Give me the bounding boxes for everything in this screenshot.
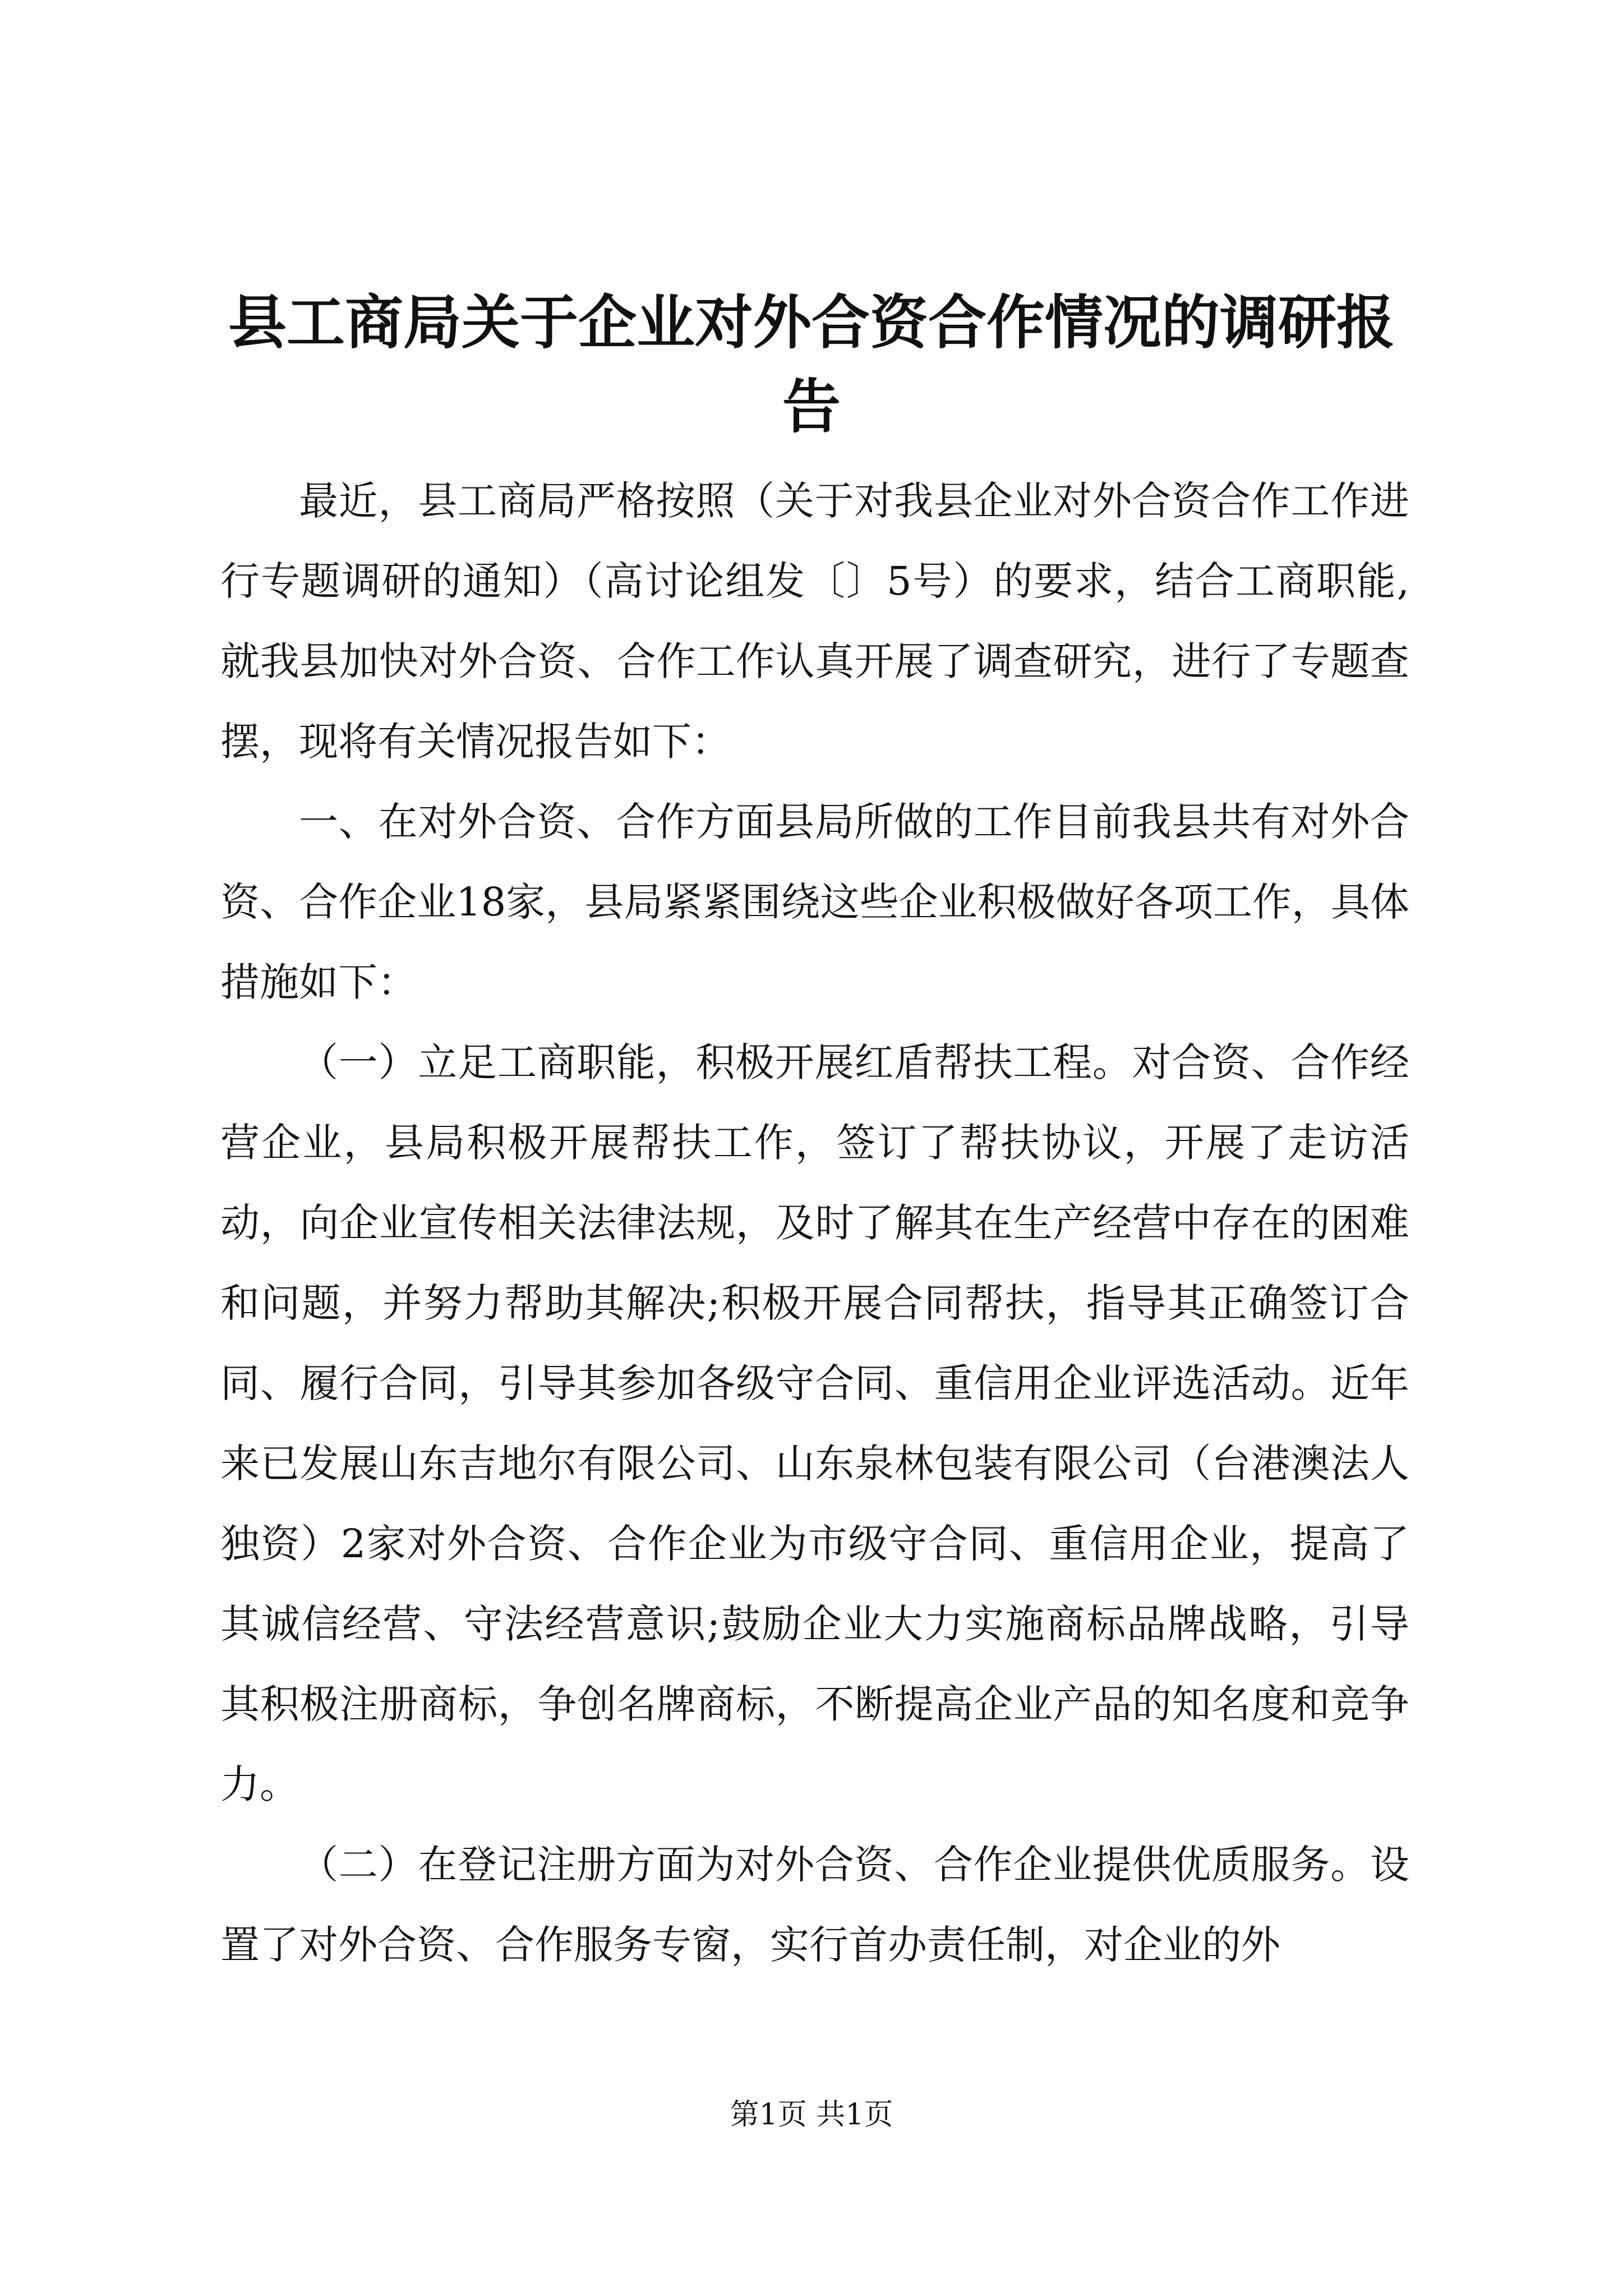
paragraph-subsection-2: （二）在登记注册方面为对外合资、合作企业提供优质服务。设置了对外合资、合作服务专窗，实行首办责任制，对企业的外 — [220, 1842, 1409, 1968]
document-body — [220, 461, 1409, 1985]
document-title: 县工商局关于企业对外合资合作情况的调研报告 — [228, 288, 1395, 441]
page-footer: 第1页 共1页 — [730, 2098, 893, 2132]
paragraph-section-1: 一、在对外合资、合作方面县局所做的工作目前我县共有对外合资、合作企业18家，县局紧紧围绕这些企业积极做好各项工作，具体措施如下： — [220, 799, 1409, 1005]
paragraph-intro: 最近，县工商局严格按照（关于对我县企业对外合资合作工作进行专题调研的通知）（高讨论组发〔〕5号）的要求，结合工商职能,就我县加快对外合资、合作工作认真开展了调查研究，进行了专题查摆，现将有关情况报告如下： — [220, 478, 1409, 765]
paragraph-subsection-1: （一）立足工商职能，积极开展红盾帮扶工程。对合资、合作经营企业，县局积极开展帮扶工作，签订了帮扶协议，开展了走访活动，向企业宣传相关法律法规，及时了解其在生产经营中存在的困难和问题，并努力帮助其解决;积极开展合同帮扶，指导其正确签订合同、履行合同，引导其参加各级守合同、重信用企业评选活动。近年来已发展山东吉地尔有限公司、山东泉林包装有限公司（台港澳法人独资）2家对外合资、合作企业为市级守合同、重信用企业，提高了其诚信经营、守法经营意识;鼓励企业大力实施商标品牌战略，引导其积极注册商标，争创名牌商标，不断提高企业产品的知名度和竞争力。 — [220, 1039, 1409, 1807]
